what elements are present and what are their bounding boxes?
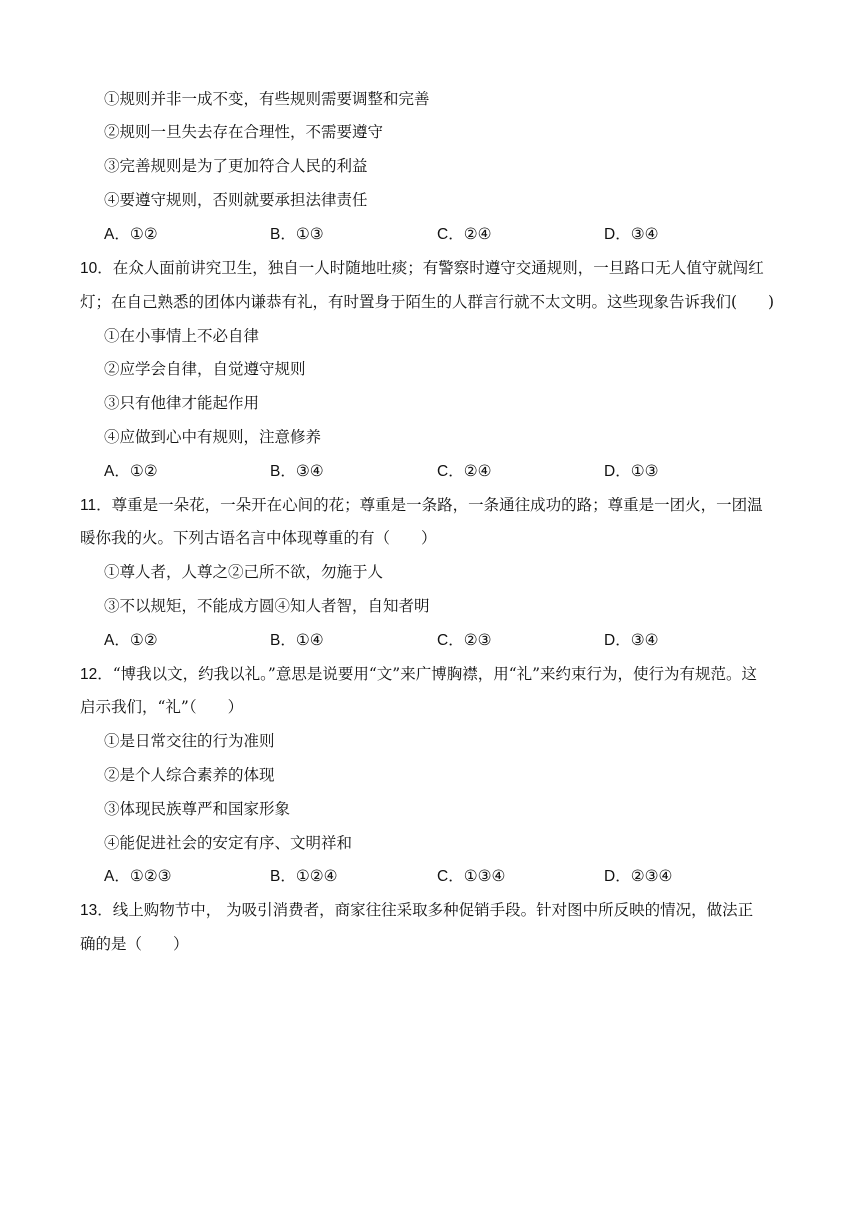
- question-number: 11．: [80, 497, 112, 514]
- choice-b: B．①④: [270, 631, 324, 649]
- statement-1: ①规则并非一成不变，有些规则需要调整和完善: [104, 90, 430, 108]
- choice-a: A．①②: [104, 225, 158, 243]
- statement-4: ④要遵守规则，否则就要承担法律责任: [104, 191, 368, 209]
- answer-choices: [104, 630, 784, 650]
- question-number: 13．: [80, 902, 113, 919]
- choice-b: B．①②④: [270, 867, 338, 885]
- question-stem: 10．在众人面前讲究卫生，独自一人时随地吐痰；有警察时遵守交通规则，一旦路口无人值守就闯红: [80, 259, 764, 277]
- choice-b: B．③④: [270, 462, 324, 480]
- choice-d: D．①③: [604, 462, 659, 480]
- question-stem-continued: 灯；在自己熟悉的团体内谦恭有礼，有时置身于陌生的人群言行就不太文明。这些现象告诉我们( ): [80, 293, 775, 311]
- statement-3-4: ③不以规矩，不能成方圆④知人者智，自知者明: [104, 597, 430, 615]
- choice-c: C．②③: [437, 631, 492, 649]
- statement-3: ③只有他律才能起作用: [104, 394, 260, 412]
- choice-c: C．②④: [437, 225, 492, 243]
- choice-a: A．①②: [104, 631, 158, 649]
- question-stem-continued: 启示我们，“礼”（ ）: [80, 698, 244, 716]
- choice-d: D．③④: [604, 631, 659, 649]
- question-stem-continued: 暖你我的火。下列古语名言中体现尊重的有（ ）: [80, 529, 437, 547]
- question-stem-continued: 确的是（ ）: [80, 935, 189, 953]
- statement-1: ①在小事情上不必自律: [104, 327, 260, 345]
- answer-choices: [104, 866, 784, 886]
- statement-4: ④应做到心中有规则，注意修养: [104, 428, 322, 446]
- question-number: 10．: [80, 260, 113, 277]
- choice-b: B．①③: [270, 225, 324, 243]
- choice-c: C．②④: [437, 462, 492, 480]
- statement-4: ④能促进社会的安定有序、文明祥和: [104, 834, 353, 852]
- question-number: 12．: [80, 666, 113, 683]
- choice-c: C．①③④: [437, 867, 506, 885]
- question-stem: 11．尊重是一朵花，一朵开在心间的花；尊重是一条路，一条通往成功的路；尊重是一团火，一团温: [80, 496, 763, 514]
- statement-3: ③完善规则是为了更加符合人民的利益: [104, 157, 368, 175]
- statement-2: ②规则一旦失去存在合理性，不需要遵守: [104, 123, 384, 141]
- choice-a: A．①②③: [104, 867, 172, 885]
- statement-2: ②应学会自律，自觉遵守规则: [104, 360, 306, 378]
- choice-d: D．③④: [604, 225, 659, 243]
- statement-3: ③体现民族尊严和国家形象: [104, 800, 291, 818]
- question-stem: 13．线上购物节中， 为吸引消费者，商家往往采取多种促销手段。针对图中所反映的情况，做法正: [80, 901, 754, 919]
- statement-1-2: ①尊人者，人尊之②己所不欲，勿施于人: [104, 563, 384, 581]
- answer-choices: [104, 224, 784, 244]
- question-stem: 12．“博我以文，约我以礼。”意思是说要用“文”来广博胸襟，用“礼”来约束行为，使行为有规范。这: [80, 665, 758, 683]
- statement-2: ②是个人综合素养的体现: [104, 766, 275, 784]
- statement-1: ①是日常交往的行为准则: [104, 732, 275, 750]
- answer-choices: [104, 461, 784, 481]
- choice-d: D．②③④: [604, 867, 673, 885]
- choice-a: A．①②: [104, 462, 158, 480]
